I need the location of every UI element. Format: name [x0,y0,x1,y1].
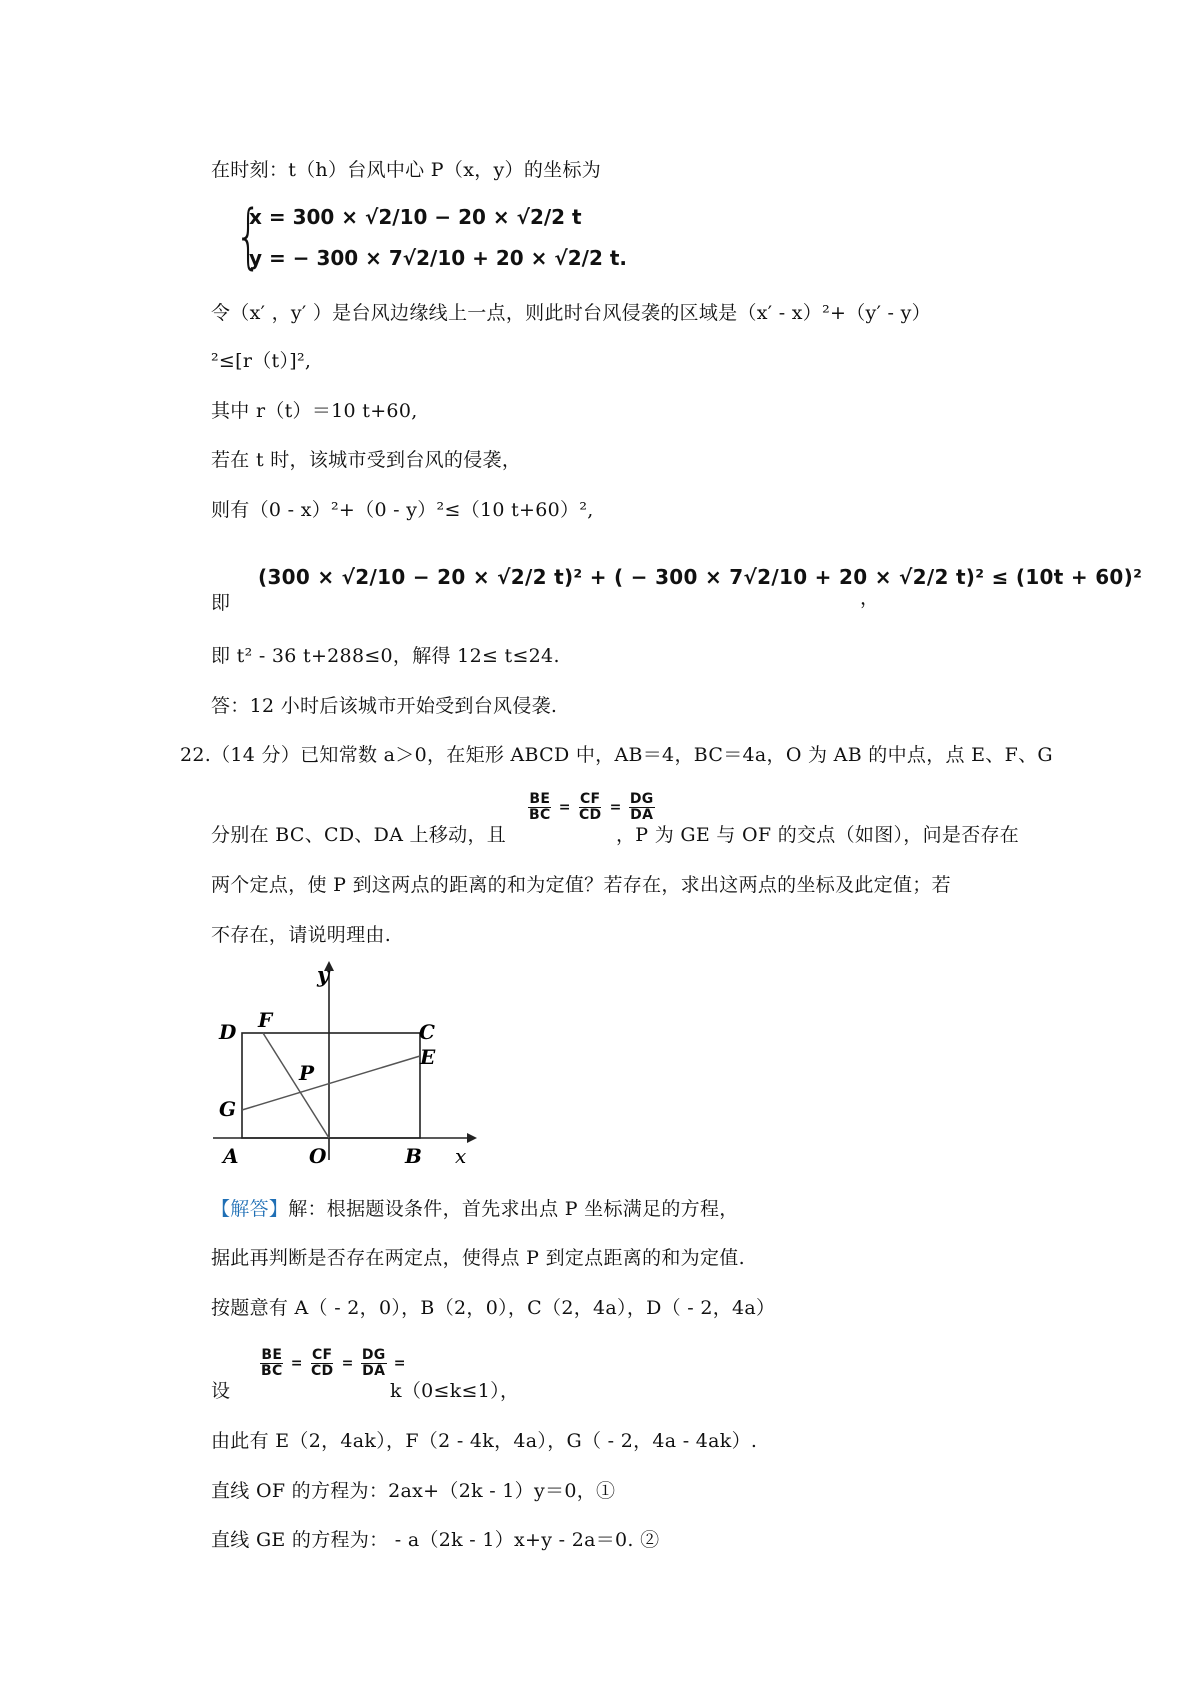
answer-line-7: 直线 GE 的方程为： - a（2k - 1）x+y - 2a＝0. ② [211,1529,660,1551]
label-x: x [455,1144,467,1165]
text-line-2: 令（x′ ，y′ ）是台风边缘线上一点，则此时台风侵袭的区域是（x′ - x）²+（y′ - y） [211,302,931,324]
rectangle-figure [205,955,480,1165]
text-line-6: 则有（0 - x）²+（0 - y）²≤（10 t+60）², [211,499,594,521]
label-a: A [223,1144,239,1165]
question-22-line-4: 不存在，请说明理由. [211,924,392,946]
ratio-equation-k: $\frac{BE}{BC}$ = $\frac{CF}{CD}$ = $\frac{DG}{DA}$ = [261,1347,406,1379]
question-22-line-3: 两个定点，使 P 到这两点的距离的和为定值？若存在，求出这两点的坐标及此定值；若 [211,874,951,896]
rectangle-abcd [242,1033,420,1138]
label-p: P [299,1061,315,1085]
answer-line-5: 由此有 E（2，4ak），F（2 - 4k，4a），G（ - 2，4a - 4ak）. [211,1430,758,1452]
question-22-line-2-suffix: ，P 为 GE 与 OF 的交点（如图），问是否存在 [616,824,1020,846]
answer-tag: 【解答】 [211,1198,289,1220]
answer-line-1 [211,1196,739,1222]
answer-line-6: 直线 OF 的方程为：2ax+（2k - 1）y＝0，① [211,1480,616,1502]
answer-line-3: 按题意有 A（ - 2，0），B（2，0），C（2，4a），D（ - 2，4a） [211,1297,776,1319]
label-g: G [219,1097,237,1121]
answer-line-4-prefix: 设 [211,1380,231,1402]
x-axis-arrow-icon [467,1133,477,1143]
label-y: y [317,962,330,987]
text-line-4: 其中 r（t）＝10 t+60, [211,400,418,422]
line-of [263,1033,329,1138]
system-equation-x: x = 300 × √2/10 − 20 × √2/2 t [249,205,582,229]
question-22-line-2-prefix: 分别在 BC、CD、DA 上移动，且 [211,824,507,846]
text-line-7-prefix: 即 [211,592,231,614]
answer-line-4-suffix: k（0≤k≤1）， [390,1380,520,1402]
label-e: E [420,1045,436,1069]
inequality-expanded: (300 × √2/10 − 20 × √2/2 t)² + ( − 300 × 7√2/10 + 20 × √2/2 t)² ≤ (10t + 60)² [258,565,1143,589]
label-o: O [309,1144,327,1165]
ratio-equation: $\frac{BE}{BC}$ = $\frac{CF}{CD}$ = $\frac{DG}{DA}$ [529,791,654,823]
question-22-line-1: 22.（14 分）已知常数 a＞0，在矩形 ABCD 中，AB＝4，BC＝4a，O 为 AB 的中点，点 E、F、G [180,744,1053,766]
text-line-9: 答：12 小时后该城市开始受到台风侵袭. [211,695,558,717]
label-c: C [419,1020,435,1044]
left-brace: { [235,195,262,277]
line-ge [242,1056,420,1110]
text-line-8: 即 t² - 36 t+288≤0，解得 12≤ t≤24. [211,645,560,667]
system-equation-y: y = − 300 × 7√2/10 + 20 × √2/2 t. [249,246,627,270]
answer-text-1: 解：根据题设条件，首先求出点 P 坐标满足的方程， [288,1198,739,1220]
text-line-1: 在时刻：t（h）台风中心 P（x，y）的坐标为 [211,159,602,181]
text-line-3: ²≤[r（t）]², [211,350,312,372]
text-line-7-suffix: ， [860,587,880,609]
label-f: F [258,1008,273,1032]
label-b: B [405,1144,422,1165]
answer-line-2: 据此再判断是否存在两定点，使得点 P 到定点距离的和为定值. [211,1247,745,1269]
text-line-5: 若在 t 时，该城市受到台风的侵袭， [211,449,522,471]
label-d: D [219,1020,237,1044]
